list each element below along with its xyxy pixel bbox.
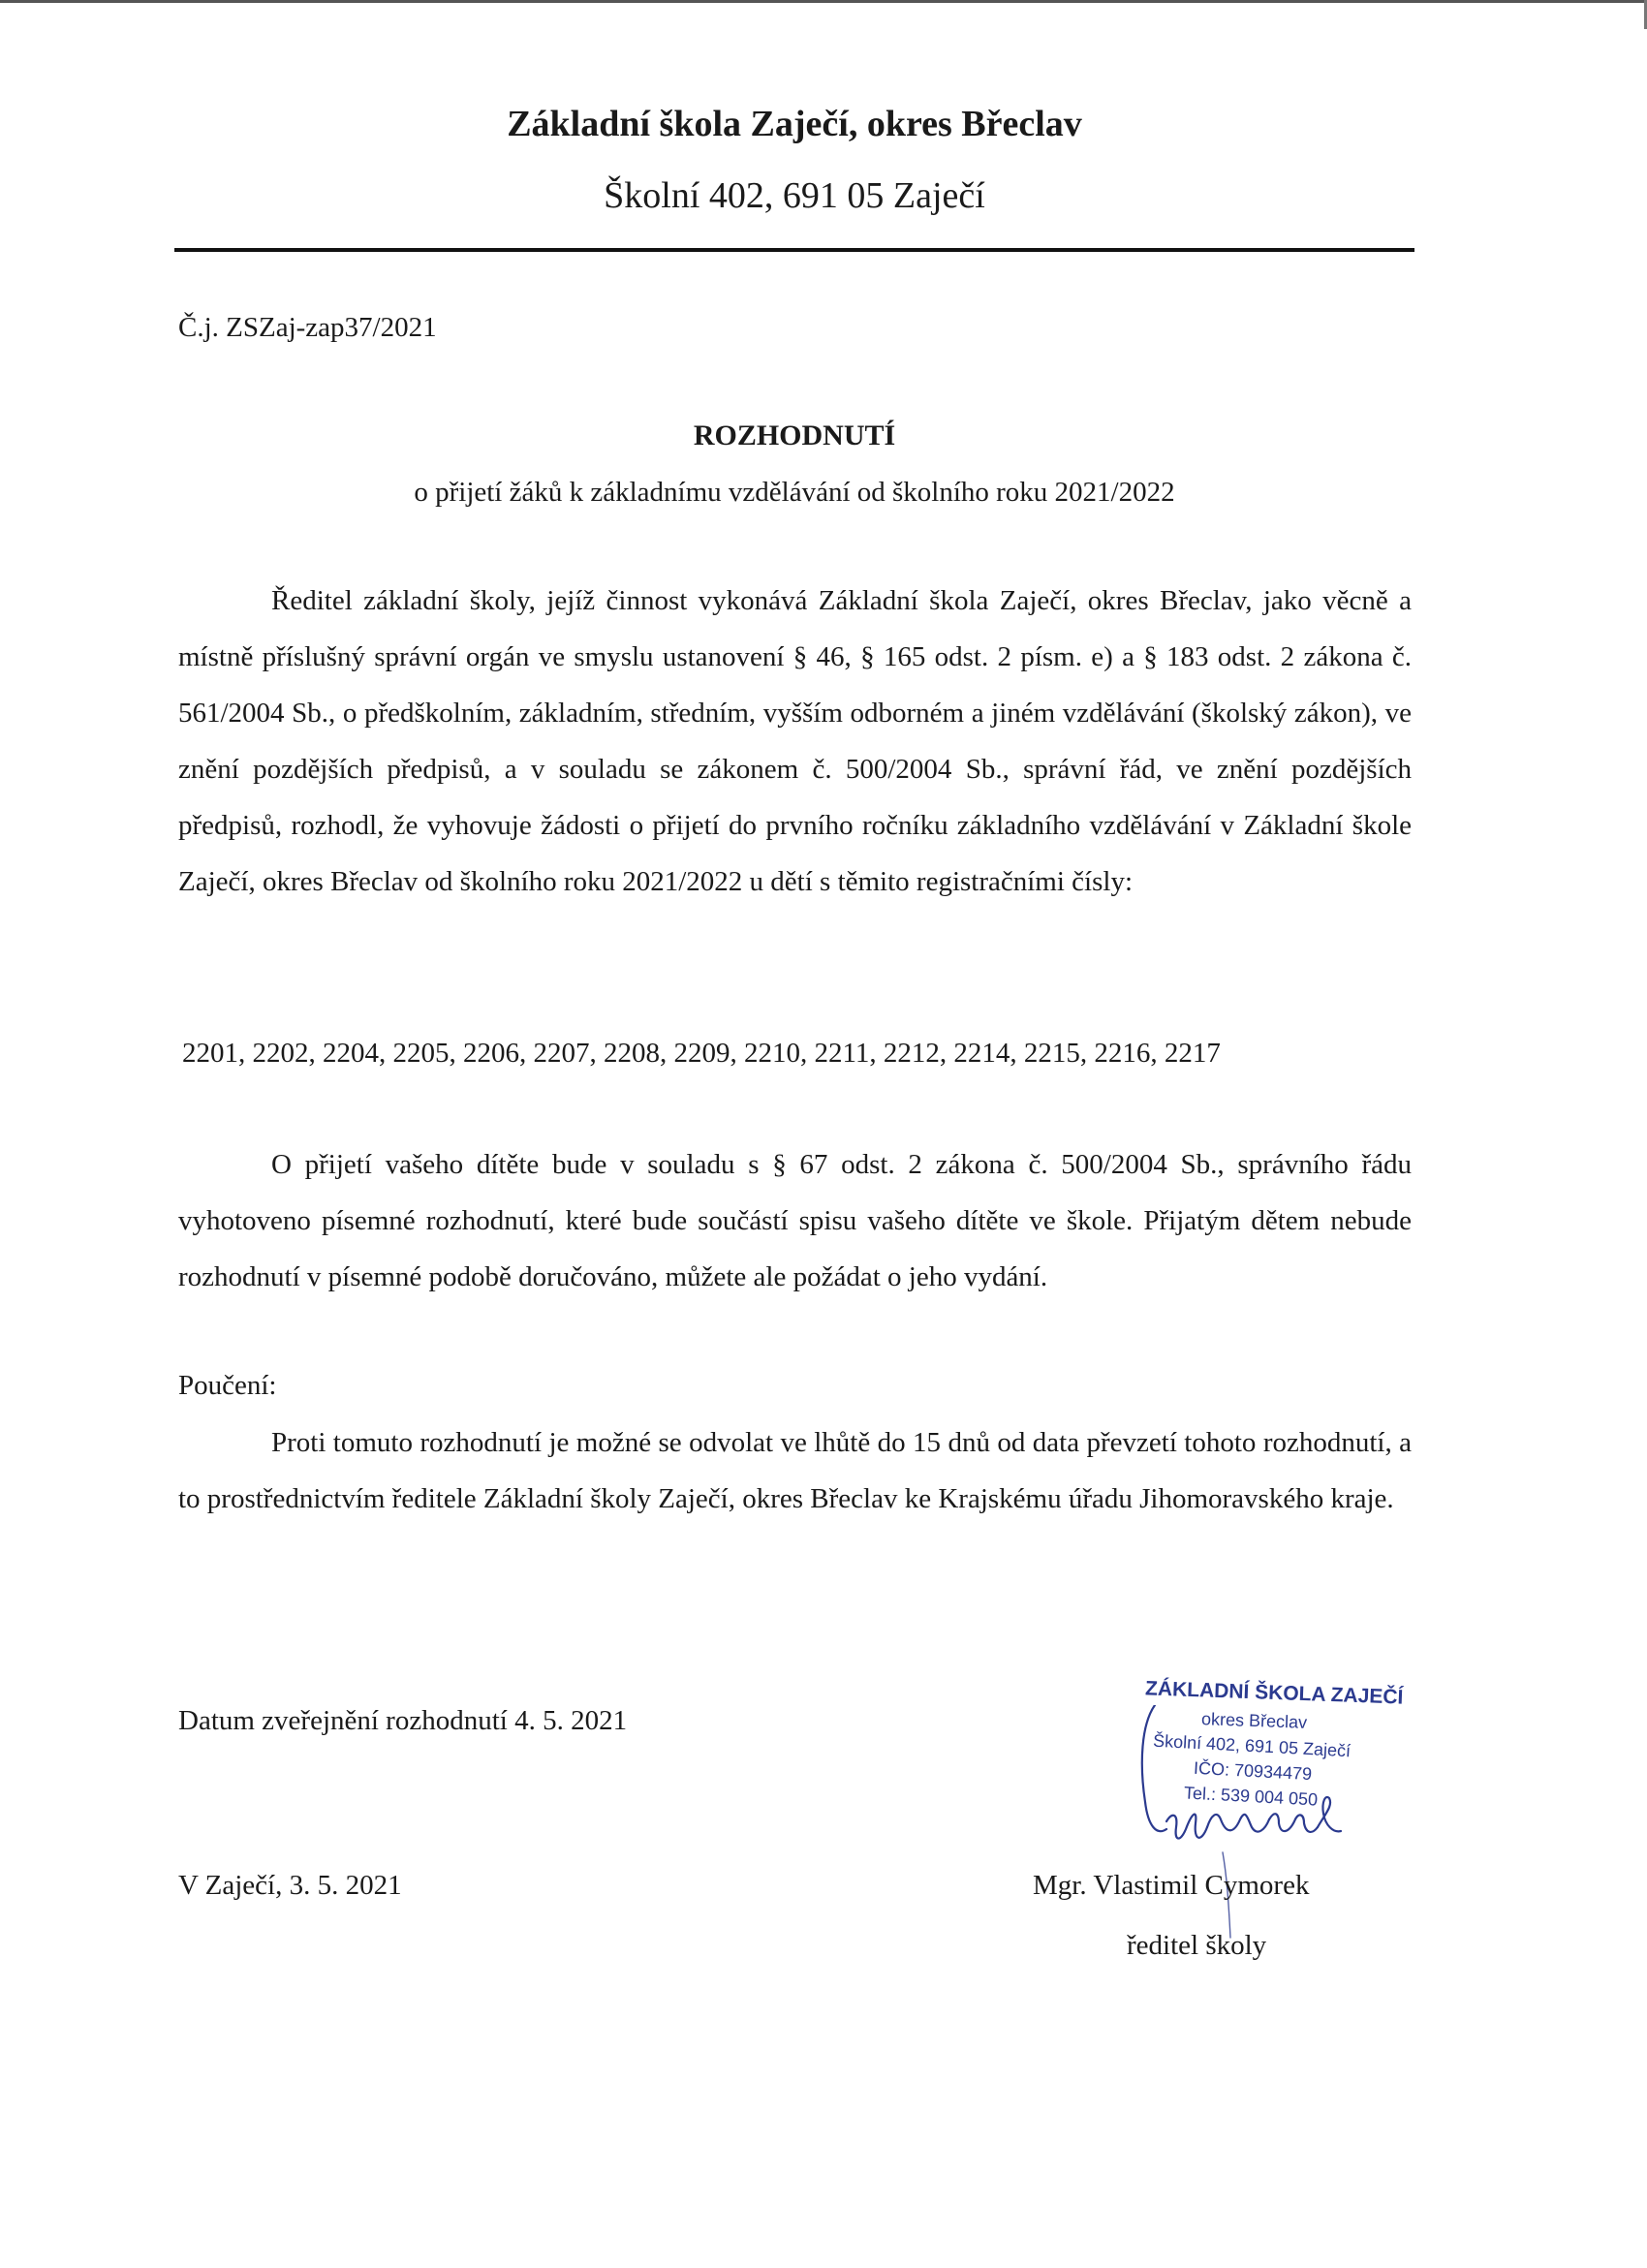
place-and-date: V Zaječí, 3. 5. 2021 [178, 1870, 402, 1901]
school-address: Školní 402, 691 05 Zaječí [604, 175, 985, 216]
stamp-line: IČO: 70934479 [1193, 1757, 1313, 1785]
reference-number: Č.j. ZSZaj-zap37/2021 [178, 312, 437, 343]
instruction-label: Poučení: [178, 1370, 277, 1401]
decision-title: ROZHODNUTÍ [693, 419, 896, 451]
registration-numbers: 2201, 2202, 2204, 2205, 2206, 2207, 2208, 2209, 2210, 2211, 2212, 2214, 2215, 2216, 2217 [182, 1038, 1221, 1069]
signer-title: ředitel školy [1127, 1930, 1267, 1961]
stamp-line: Tel.: 539 004 050 [1183, 1783, 1319, 1810]
decision-subtitle: o přijetí žáků k základnímu vzdělávání od školního roku 2021/2022 [414, 477, 1175, 508]
header-divider [174, 248, 1414, 252]
school-name: Základní škola Zaječí, okres Břeclav [507, 104, 1082, 144]
stamp-line: okres Břeclav [1200, 1709, 1308, 1732]
decision-paragraph: Ředitel základní školy, jejíž činnost vykonává Základní škola Zaječí, okres Břeclav, jako věcně a místně příslušný správní orgán ve smyslu ustanovení § 46, § 165 odst. 2 písm. e) a § 183 odst. 2 zákona č. 561/2004 Sb., o předškolním, základním, středním, vyšším odborném a jiném vzdělávání (školský zákon), ve znění pozdějších předpisů, a v souladu se zákonem č. 500/2004 Sb., správní řád, ve znění pozdějších předpisů, rozhodl, že vyhovuje žádosti o přijetí do prvního ročníku základního vzdělávání v Základní škole Zaječí, okres Břeclav od školního roku 2021/2022 u dětí s těmito registračními čísly: [178, 585, 1412, 897]
stamp-line: Školní 402, 691 05 Zaječí [1152, 1730, 1352, 1761]
handwritten-signature [1134, 1705, 1366, 1947]
scan-edge-top [0, 0, 1647, 3]
notice-paragraph: O přijetí vašeho dítěte bude v souladu s § 67 odst. 2 zákona č. 500/2004 Sb., správního řádu vyhotoveno písemné rozhodnutí, které bude součástí spisu vašeho dítěte ve škole. Přijatým dětem nebude rozhodnutí v písemné podobě doručováno, můžete ale požádat o jeho vydání. [178, 1149, 1412, 1292]
publication-date: Datum zveřejnění rozhodnutí 4. 5. 2021 [178, 1705, 628, 1736]
signer-name: Mgr. Vlastimil Cymorek [1033, 1870, 1310, 1901]
appeal-paragraph: Proti tomuto rozhodnutí je možné se odvolat ve lhůtě do 15 dnů od data převzetí tohoto rozhodnutí, a to prostřednictvím ředitele Základní školy Zaječí, okres Břeclav ke Krajskému úřadu Jihomoravského kraje. [178, 1427, 1412, 1514]
stamp-line: ZÁKLADNÍ ŠKOLA ZAJEČÍ [1144, 1677, 1404, 1709]
